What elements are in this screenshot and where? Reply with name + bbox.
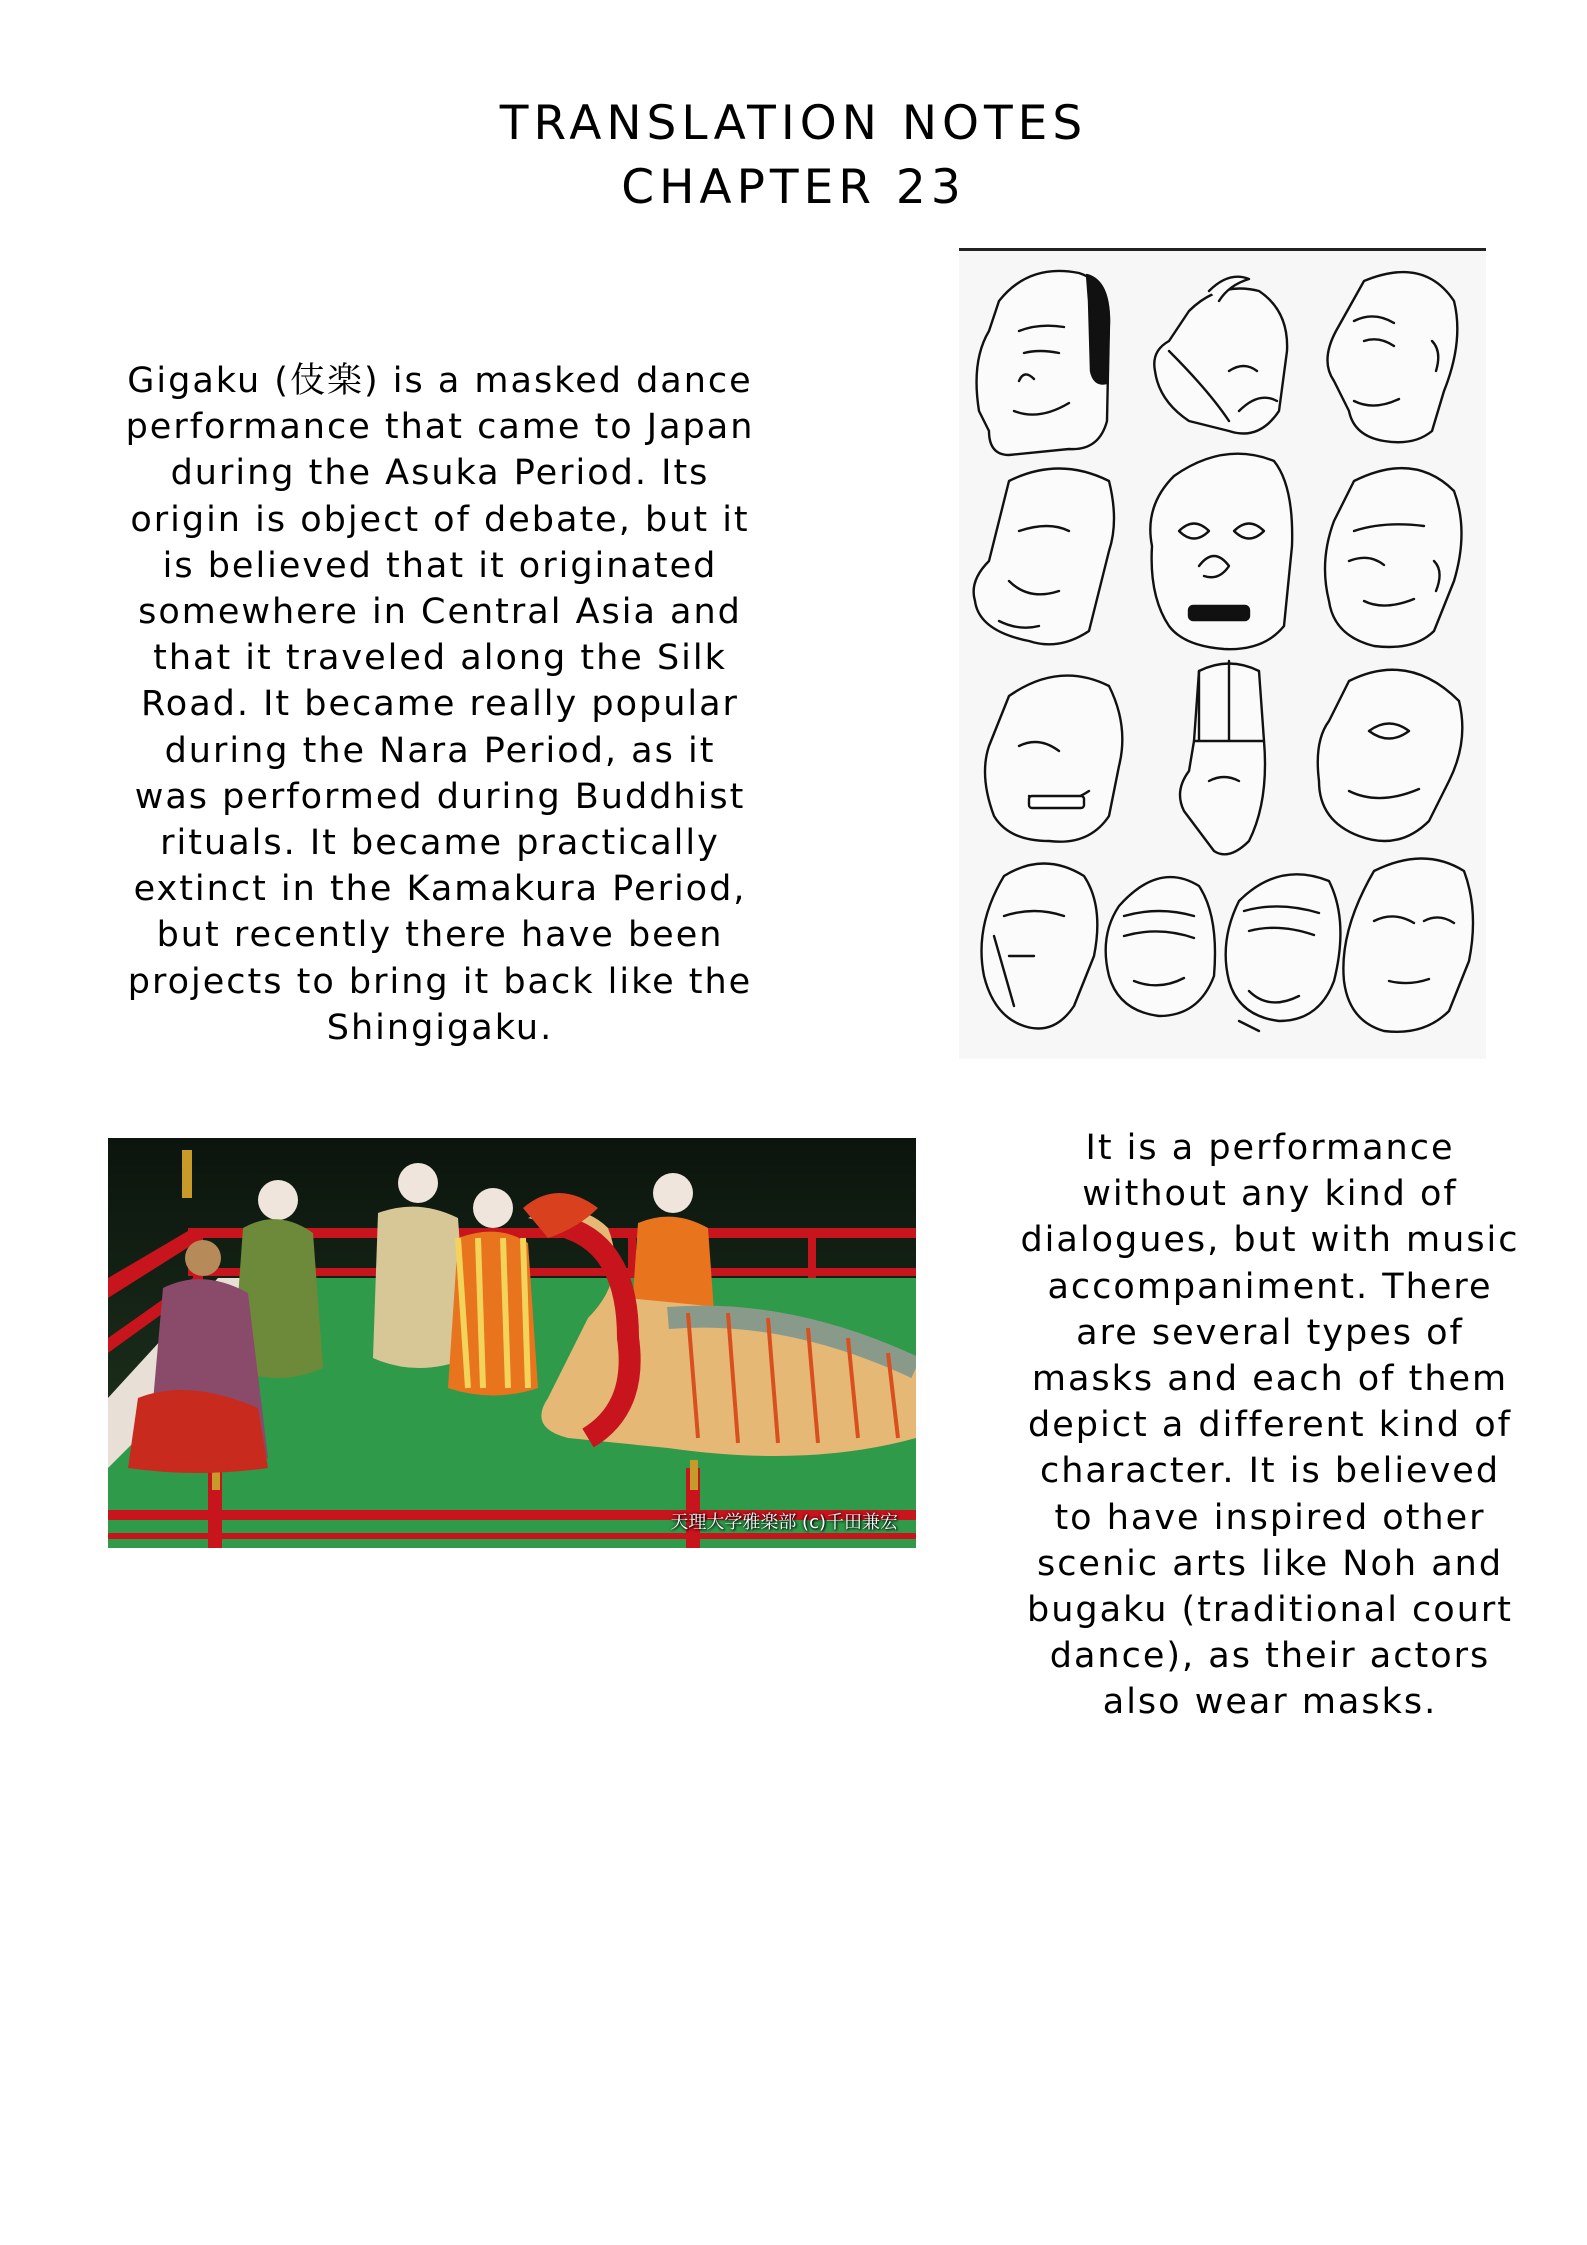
gigaku-masks-illustration <box>959 248 1486 1059</box>
note-line: dialogues, but with music <box>1020 1220 1520 1261</box>
note-line: rituals. It became practically <box>160 823 720 864</box>
gigaku-performance-photo <box>108 1138 916 1548</box>
page-title <box>0 92 1587 220</box>
note-line: masks and each of them <box>1031 1359 1509 1400</box>
note-line: was performed during Buddhist <box>134 776 746 817</box>
note-line: during the Asuka Period. Its <box>170 453 710 494</box>
note-line: somewhere in Central Asia and <box>138 592 742 633</box>
note-line: also wear masks. <box>1102 1682 1438 1723</box>
note-line: that it traveled along the Silk <box>153 638 727 679</box>
note-line: character. It is believed <box>1039 1451 1501 1492</box>
note-line: during the Nara Period, as it <box>164 730 716 771</box>
note-line: but recently there have been <box>156 915 724 956</box>
note-line: dance), as their actors <box>1049 1636 1491 1677</box>
performance-photo-icon <box>108 1138 916 1548</box>
note-line: Road. It became really popular <box>141 684 739 725</box>
mask-drawings-icon <box>959 251 1486 1059</box>
title-line-1: TRANSLATION NOTES <box>499 96 1088 151</box>
gigaku-performance-note <box>990 1125 1550 1726</box>
note-line: It is a performance <box>1085 1128 1455 1168</box>
note-line: accompaniment. There <box>1047 1266 1493 1307</box>
note-line: origin is object of debate, but it <box>130 499 750 540</box>
note-line: scenic arts like Noh and <box>1036 1543 1504 1584</box>
title-line-2: CHAPTER 23 <box>621 160 966 215</box>
note-line: depict a different kind of <box>1028 1405 1512 1446</box>
note-line: bugaku (traditional court <box>1026 1590 1513 1631</box>
gigaku-intro-note <box>100 358 780 1051</box>
note-line: extinct in the Kamakura Period, <box>133 869 747 910</box>
note-line: without any kind of <box>1082 1174 1458 1215</box>
photo-credit: 天理大学雅楽部 (c)千田兼宏 <box>670 1512 898 1533</box>
note-line: performance that came to Japan <box>125 407 755 448</box>
note-line: is believed that it originated <box>162 545 718 586</box>
note-line: Shingigaku. <box>326 1007 554 1048</box>
note-line: projects to bring it back like the <box>127 961 753 1002</box>
note-line: are several types of <box>1076 1312 1464 1353</box>
note-line: to have inspired other <box>1054 1497 1486 1538</box>
note-line: Gigaku (伎楽) is a masked dance <box>127 361 753 401</box>
